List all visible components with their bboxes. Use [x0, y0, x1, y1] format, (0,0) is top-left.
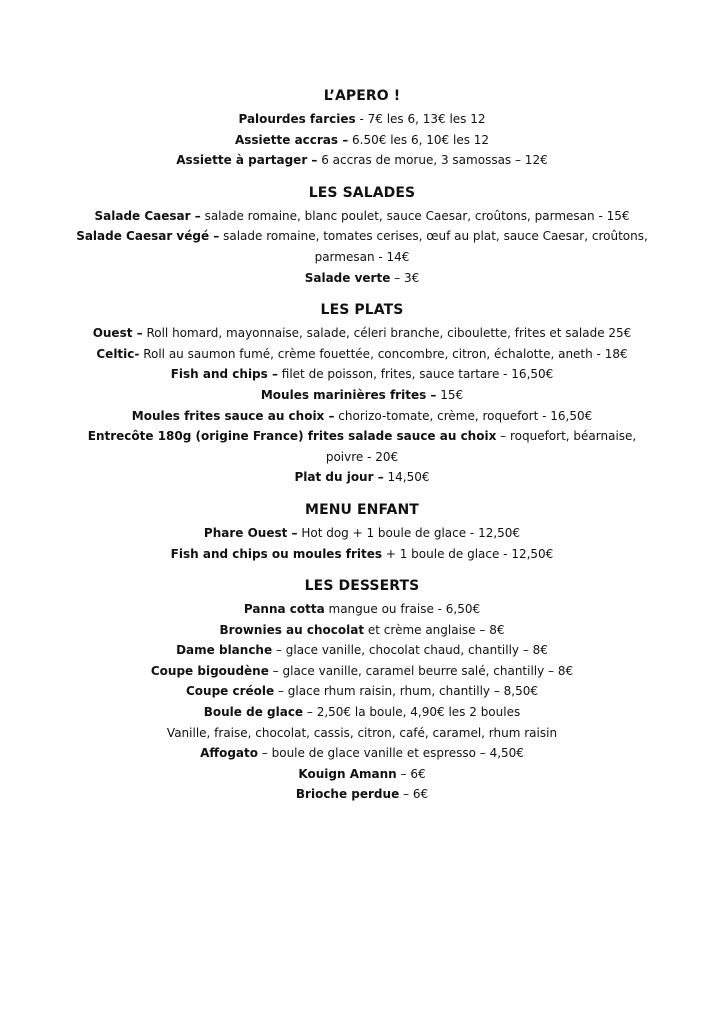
item-description: – roquefort, béarnaise, poivre - 20€	[325, 429, 637, 464]
item-name: Affogato	[200, 746, 258, 761]
section-plats	[76, 300, 648, 488]
menu-item-flavors	[76, 723, 648, 744]
item-name: Ouest –	[92, 326, 143, 341]
menu-item	[76, 385, 648, 406]
section-apero	[76, 86, 648, 171]
menu-item	[76, 661, 648, 682]
menu-item	[76, 109, 648, 130]
item-description: Vanille, fraise, chocolat, cassis, citron, café, caramel, rhum raisin	[166, 725, 558, 740]
item-description: - 7€ les 6, 13€ les 12	[355, 112, 486, 126]
item-description: – 6€	[396, 766, 426, 781]
section-title: LES DESSERTS	[304, 578, 420, 595]
item-description: mangue ou fraise - 6,50€	[324, 602, 481, 617]
item-description: – 2,50€ la boule, 4,90€ les 2 boules	[303, 705, 521, 720]
menu-item	[76, 406, 648, 427]
item-description: – 3€	[390, 270, 420, 285]
menu-item	[76, 467, 648, 488]
item-name: Salade verte	[304, 270, 391, 285]
item-name: Coupe bigoudène	[150, 663, 269, 678]
menu-item	[76, 150, 648, 171]
menu-item	[76, 784, 648, 805]
menu-item	[76, 681, 648, 702]
section-title: L’APERO !	[323, 88, 401, 104]
item-description: 6.50€ les 6, 10€ les 12	[348, 132, 490, 147]
menu-item	[76, 226, 648, 267]
item-name: Kouign Amann	[298, 766, 397, 781]
item-description: salade romaine, blanc poulet, sauce Caesar, croûtons, parmesan - 15€	[200, 208, 630, 223]
item-name: Palourdes farcies	[238, 112, 356, 126]
item-name: Moules marinières frites –	[260, 387, 437, 402]
item-name: Fish and chips –	[170, 367, 278, 382]
item-name: Phare Ouest –	[203, 525, 298, 540]
item-name: Panna cotta	[243, 602, 325, 617]
menu-item	[76, 364, 648, 385]
item-description: – glace vanille, caramel beurre salé, chantilly – 8€	[268, 663, 574, 678]
item-name: Dame blanche	[176, 643, 273, 658]
item-name: Salade Caesar végé –	[76, 229, 220, 244]
item-description: – 6€	[399, 787, 429, 802]
item-name: Entrecôte 180g (origine France) frites salade sauce au choix	[87, 429, 497, 444]
item-name: Fish and chips ou moules frites	[170, 546, 383, 561]
item-name: Boule de glace	[203, 705, 304, 720]
menu-item	[76, 426, 648, 467]
item-name: Celtic-	[96, 346, 140, 361]
item-name: Moules frites sauce au choix –	[131, 408, 335, 423]
section-title: MENU ENFANT	[305, 501, 419, 518]
item-description: Hot dog + 1 boule de glace - 12,50€	[297, 525, 521, 540]
item-name: Assiette à partager –	[176, 153, 318, 168]
item-name: Assiette accras –	[234, 132, 349, 147]
section-title: LES SALADES	[308, 184, 416, 201]
item-description: – glace vanille, chocolat chaud, chantilly – 8€	[272, 643, 548, 658]
section-menu-enfant	[76, 500, 648, 564]
item-description: et crème anglaise – 8€	[364, 622, 505, 637]
item-description: Roll homard, mayonnaise, salade, céleri branche, ciboulette, frites et salade 25€	[142, 326, 632, 341]
item-name: Brownies au chocolat	[219, 622, 365, 637]
menu-item	[76, 544, 648, 565]
item-description: + 1 boule de glace - 12,50€	[382, 546, 554, 561]
item-description: 15€	[436, 387, 464, 402]
item-description: filet de poisson, frites, sauce tartare - 16,50€	[277, 367, 554, 382]
item-name: Plat du jour –	[294, 470, 384, 485]
section-desserts	[76, 576, 648, 805]
menu-item	[76, 620, 648, 641]
menu-item	[76, 130, 648, 151]
item-description: 14,50€	[383, 470, 430, 485]
menu-item	[76, 344, 648, 365]
section-salades	[76, 183, 648, 288]
menu-item	[76, 323, 648, 344]
menu-item	[76, 206, 648, 227]
menu-item	[76, 599, 648, 620]
section-title: LES PLATS	[320, 302, 404, 319]
menu-item	[76, 523, 648, 544]
item-description: salade romaine, tomates cerises, œuf au plat, sauce Caesar, croûtons, parmesan - 14€	[219, 229, 648, 264]
item-description: – boule de glace vanille et espresso – 4,50€	[257, 746, 524, 761]
menu-item	[76, 764, 648, 785]
item-name: Coupe créole	[186, 684, 275, 699]
item-name: Brioche perdue	[295, 787, 400, 802]
item-description: – glace rhum raisin, rhum, chantilly – 8,50€	[274, 684, 538, 699]
item-description: Roll au saumon fumé, crème fouettée, concombre, citron, échalotte, aneth - 18€	[139, 346, 628, 361]
menu-item	[76, 702, 648, 723]
menu-item	[76, 640, 648, 661]
item-name: Salade Caesar –	[94, 208, 201, 223]
menu-item	[76, 743, 648, 764]
menu-item	[76, 268, 648, 289]
item-description: 6 accras de morue, 3 samossas – 12€	[317, 153, 548, 168]
item-description: chorizo-tomate, crème, roquefort - 16,50€	[334, 408, 593, 423]
